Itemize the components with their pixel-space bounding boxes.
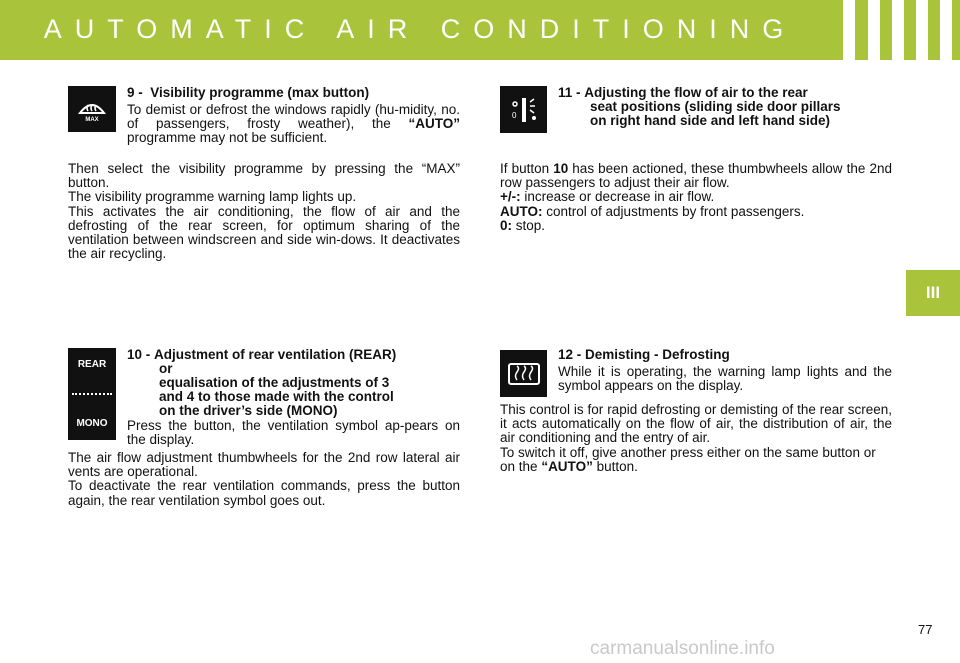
- max-label: MAX: [85, 117, 99, 123]
- header-stripe: [868, 0, 880, 60]
- section-heading: Visibility programme (max button): [150, 85, 370, 100]
- header-stripe: [892, 0, 904, 60]
- section-12-title: [558, 348, 888, 362]
- divider: [72, 393, 112, 395]
- section-number: 12 -: [558, 347, 582, 362]
- intro-text: programme may not be sufficient.: [127, 130, 328, 146]
- intro-text: To demist or defrost the windows rapidly (hu-midity, no. of passengers, frosty weather), the: [127, 102, 460, 132]
- page-title: AUTOMATIC AIR CONDITIONING: [43, 14, 797, 44]
- thumbwheel-icon: [508, 94, 540, 126]
- section-10-intro: Press the button, the ventilation symbol ap-pears on the display.: [127, 418, 460, 448]
- header-bar: [0, 0, 960, 60]
- rear-screen-demist-icon: [500, 350, 547, 397]
- paragraph: [500, 162, 892, 190]
- paragraph: This control is for rapid defrosting or demisting of the rear screen, it acts automatically on the flow of air, the distribution of air, the air conditioning and the entry of air.: [500, 402, 892, 446]
- page-number: 77: [918, 622, 933, 637]
- section-11-title: [558, 86, 903, 128]
- section-number: 10 -: [127, 347, 151, 362]
- list-value: stop.: [515, 217, 546, 233]
- section-10-title: [127, 348, 467, 418]
- list-item: [500, 219, 892, 233]
- rear-defrost-icon: [506, 360, 542, 388]
- chapter-tab: III: [906, 270, 960, 316]
- section-heading: Adjusting the flow of air to the rear: [584, 85, 808, 100]
- section-10-body: [68, 451, 460, 508]
- section-heading: Adjustment of rear ventilation (REAR): [154, 347, 397, 362]
- paragraph: To deactivate the rear ventilation commands, press the button again, the rear ventilation symbol goes out.: [68, 478, 460, 508]
- section-9-body: [68, 162, 460, 261]
- auto-label: “AUTO”: [541, 458, 593, 474]
- section-12-body: [500, 403, 892, 474]
- header-stripe: [843, 0, 855, 60]
- windscreen-defrost-icon: [77, 95, 107, 117]
- text: has been actioned, these thumbwheels allow the 2nd row passengers to adjust their air flow.: [500, 161, 892, 191]
- section-heading: equalisation of the adjustments of 3: [159, 375, 390, 390]
- paragraph: The visibility programme warning lamp lights up.: [68, 189, 357, 205]
- section-9-title: [127, 86, 457, 100]
- section-heading: or: [159, 361, 173, 376]
- header-stripe: [940, 0, 952, 60]
- section-9-intro: [127, 103, 460, 146]
- auto-label: “AUTO”: [408, 116, 460, 132]
- mono-label: MONO: [76, 417, 108, 429]
- list-key: +/-:: [500, 189, 521, 205]
- section-heading: seat positions (sliding side door pillars: [590, 99, 841, 114]
- list-item: [500, 205, 892, 219]
- rear-label: REAR: [77, 359, 107, 371]
- section-heading: and 4 to those made with the control: [159, 389, 394, 404]
- section-11-body: [500, 162, 892, 233]
- text: button.: [596, 458, 638, 474]
- section-heading: on right hand side and left hand side): [590, 113, 831, 128]
- watermark: carmanualsonline.info: [590, 638, 775, 659]
- section-heading: on the driver’s side (MONO): [159, 403, 338, 418]
- list-value: control of adjustments by front passengers.: [546, 203, 805, 219]
- paragraph: [500, 446, 892, 474]
- rear-mono-icon: [68, 348, 116, 440]
- paragraph: The air flow adjustment thumbwheels for the 2nd row lateral air vents are operational.: [68, 450, 460, 480]
- section-number: 9 -: [127, 85, 143, 100]
- header-stripe: [916, 0, 928, 60]
- button-ref: 10: [553, 161, 569, 176]
- rear-airflow-thumbwheel-icon: [500, 86, 547, 133]
- section-12-intro: While it is operating, the warning lamp lights and the symbol appears on the display.: [558, 364, 892, 394]
- svg-text:0: 0: [511, 110, 516, 120]
- section-number: 11 -: [558, 85, 581, 100]
- max-defrost-icon: [68, 86, 116, 132]
- list-value: increase or decrease in air flow.: [524, 189, 715, 205]
- list-item: [500, 190, 892, 204]
- text: To switch it off, give another press either on the same button or on the: [500, 444, 876, 474]
- paragraph: Then select the visibility programme by pressing the “MAX” button.: [68, 161, 460, 191]
- list-key: 0:: [500, 217, 513, 233]
- list-key: AUTO:: [500, 203, 543, 219]
- paragraph: This activates the air conditioning, the flow of air and the defrosting of the rear screen, for optimum sharing of the ventilation between windscreen and side win-dows. It deactivates the air recycling.: [68, 203, 460, 262]
- section-heading: Demisting - Defrosting: [585, 347, 730, 362]
- text: If button: [500, 161, 550, 176]
